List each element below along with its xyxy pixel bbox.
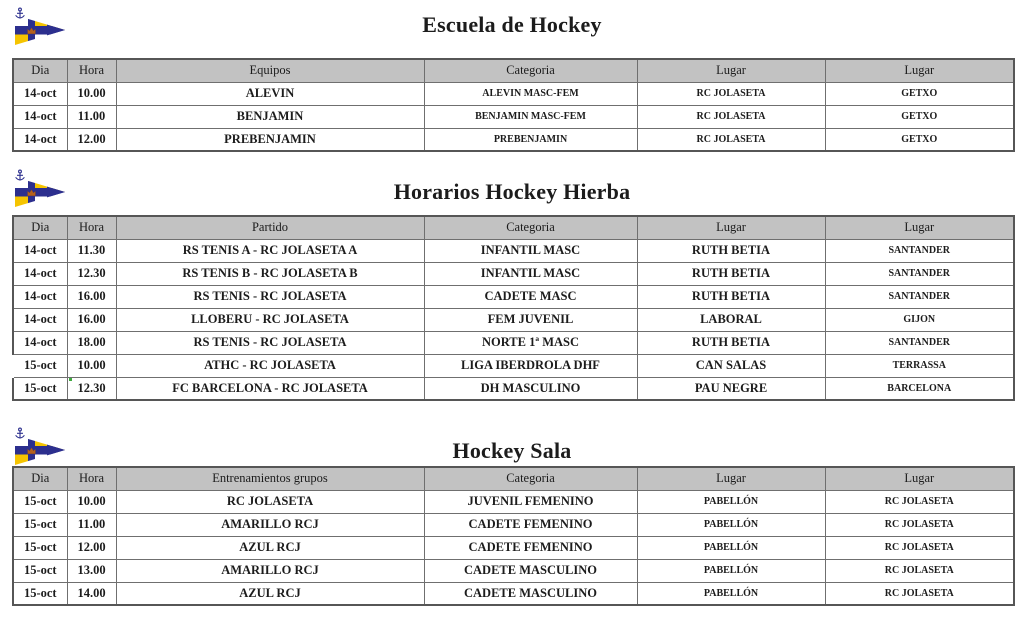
table-cell: LLOBERU - RC JOLASETA xyxy=(116,308,424,331)
column-header: Dia xyxy=(13,216,67,239)
table-cell: 14.00 xyxy=(67,582,116,605)
hockey-sala-table xyxy=(12,466,1015,606)
table-cell: PABELLÓN xyxy=(637,559,825,582)
table-cell: AZUL RCJ xyxy=(116,536,424,559)
table-row xyxy=(13,308,1014,331)
table-cell: CADETE FEMENINO xyxy=(424,513,637,536)
column-header: Lugar xyxy=(637,467,825,490)
table-cell: 15-oct xyxy=(13,513,67,536)
header-row xyxy=(13,467,1014,490)
column-header: Lugar xyxy=(825,467,1014,490)
table-cell: PREBENJAMIN xyxy=(116,128,424,151)
table-cell: 12.00 xyxy=(67,128,116,151)
table-cell: 14-oct xyxy=(13,239,67,262)
table-cell: LIGA IBERDROLA DHF xyxy=(424,354,637,377)
table-cell: AMARILLO RCJ xyxy=(116,559,424,582)
table-cell: 11.00 xyxy=(67,513,116,536)
column-header: Hora xyxy=(67,59,116,82)
table-cell: GETXO xyxy=(825,105,1014,128)
table-row xyxy=(13,377,1014,400)
table-row xyxy=(13,285,1014,308)
table-cell: AMARILLO RCJ xyxy=(116,513,424,536)
table-cell: FC BARCELONA - RC JOLASETA xyxy=(116,377,424,400)
table-row xyxy=(13,490,1014,513)
table-cell: SANTANDER xyxy=(825,262,1014,285)
table-cell: 13.00 xyxy=(67,559,116,582)
table-cell: RUTH BETIA xyxy=(637,239,825,262)
table-cell: 14-oct xyxy=(13,308,67,331)
column-header: Categoria xyxy=(424,59,637,82)
table-cell: BENJAMIN xyxy=(116,105,424,128)
table-cell: RS TENIS A - RC JOLASETA A xyxy=(116,239,424,262)
table-cell: RC JOLASETA xyxy=(825,559,1014,582)
column-header: Hora xyxy=(67,216,116,239)
header-row xyxy=(13,216,1014,239)
table-cell: 12.00 xyxy=(67,536,116,559)
table-cell: PREBENJAMIN xyxy=(424,128,637,151)
table-cell: TERRASSA xyxy=(825,354,1014,377)
table-cell: JUVENIL FEMENINO xyxy=(424,490,637,513)
section-title-escuela-de-hockey: Escuela de Hockey xyxy=(422,12,602,37)
table-cell: GETXO xyxy=(825,82,1014,105)
table-cell: GETXO xyxy=(825,128,1014,151)
table-cell: PABELLÓN xyxy=(637,490,825,513)
table-cell: ALEVIN xyxy=(116,82,424,105)
escuela-de-hockey-table xyxy=(12,58,1015,152)
column-header: Dia xyxy=(13,59,67,82)
table-cell: AZUL RCJ xyxy=(116,582,424,605)
table-cell: RS TENIS - RC JOLASETA xyxy=(116,285,424,308)
column-header: Dia xyxy=(13,467,67,490)
table-cell: 10.00 xyxy=(67,490,116,513)
section-title-hockey-sala: Hockey Sala xyxy=(452,438,572,463)
header-row xyxy=(13,59,1014,82)
table-cell: 15-oct xyxy=(13,490,67,513)
table-cell: BARCELONA xyxy=(825,377,1014,400)
table-cell: 14-oct xyxy=(13,128,67,151)
column-header: Lugar xyxy=(637,216,825,239)
table-cell: INFANTIL MASC xyxy=(424,239,637,262)
table-cell: RC JOLASETA xyxy=(637,128,825,151)
table-cell: 15-oct xyxy=(13,354,67,377)
table-cell: PABELLÓN xyxy=(637,536,825,559)
table-row xyxy=(13,536,1014,559)
table-cell: 14-oct xyxy=(13,105,67,128)
table-row xyxy=(13,513,1014,536)
table-cell: RC JOLASETA xyxy=(825,582,1014,605)
column-header: Partido xyxy=(116,216,424,239)
table-cell: SANTANDER xyxy=(825,239,1014,262)
table-cell: ALEVIN MASC-FEM xyxy=(424,82,637,105)
table-cell: 16.00 xyxy=(67,308,116,331)
table-cell: CAN SALAS xyxy=(637,354,825,377)
table-cell: PAU NEGRE xyxy=(637,377,825,400)
table-cell: SANTANDER xyxy=(825,285,1014,308)
table-cell: 14-oct xyxy=(13,82,67,105)
table-cell: BENJAMIN MASC-FEM xyxy=(424,105,637,128)
table-cell: PABELLÓN xyxy=(637,582,825,605)
table-cell: 15-oct xyxy=(13,377,67,400)
table-cell: CADETE MASCULINO xyxy=(424,582,637,605)
section-title-horarios-hockey-hierba: Horarios Hockey Hierba xyxy=(393,179,631,204)
table-cell: 16.00 xyxy=(67,285,116,308)
table-cell: 15-oct xyxy=(13,559,67,582)
table-cell: ATHC - RC JOLASETA xyxy=(116,354,424,377)
table-cell: RC JOLASETA xyxy=(825,513,1014,536)
table-cell: LABORAL xyxy=(637,308,825,331)
table-row xyxy=(13,354,1014,377)
table-cell: NORTE 1ª MASC xyxy=(424,331,637,354)
table-cell: RS TENIS - RC JOLASETA xyxy=(116,331,424,354)
table-cell: 11.30 xyxy=(67,239,116,262)
column-header: Lugar xyxy=(825,216,1014,239)
column-header: Categoria xyxy=(424,467,637,490)
table-row xyxy=(13,105,1014,128)
table-row xyxy=(13,82,1014,105)
table-cell: 14-oct xyxy=(13,262,67,285)
table-cell: FEM JUVENIL xyxy=(424,308,637,331)
table-row xyxy=(13,331,1014,354)
table-cell: 15-oct xyxy=(13,536,67,559)
table-cell: RC JOLASETA xyxy=(825,490,1014,513)
table-cell: DH MASCULINO xyxy=(424,377,637,400)
column-header: Equipos xyxy=(116,59,424,82)
column-header: Lugar xyxy=(637,59,825,82)
table-cell: CADETE FEMENINO xyxy=(424,536,637,559)
table-cell: GIJON xyxy=(825,308,1014,331)
table-cell: 11.00 xyxy=(67,105,116,128)
table-cell: RUTH BETIA xyxy=(637,285,825,308)
table-cell: RS TENIS B - RC JOLASETA B xyxy=(116,262,424,285)
column-header: Hora xyxy=(67,467,116,490)
table-row xyxy=(13,239,1014,262)
table-cell: 10.00 xyxy=(67,82,116,105)
column-header: Lugar xyxy=(825,59,1014,82)
horarios-hockey-hierba-table xyxy=(12,215,1015,401)
table-cell: 10.00 xyxy=(67,354,116,377)
table-cell: 14-oct xyxy=(13,331,67,354)
table-row xyxy=(13,582,1014,605)
table-row xyxy=(13,559,1014,582)
table-cell: 12.30 xyxy=(67,262,116,285)
table-row xyxy=(13,262,1014,285)
table-cell: RUTH BETIA xyxy=(637,331,825,354)
table-cell: 12.30 xyxy=(67,377,116,400)
table-cell: RC JOLASETA xyxy=(825,536,1014,559)
table-cell: 14-oct xyxy=(13,285,67,308)
table-row xyxy=(13,128,1014,151)
table-cell: RC JOLASETA xyxy=(116,490,424,513)
table-cell: 18.00 xyxy=(67,331,116,354)
table-cell: INFANTIL MASC xyxy=(424,262,637,285)
table-cell: PABELLÓN xyxy=(637,513,825,536)
table-cell: RC JOLASETA xyxy=(637,82,825,105)
table-cell: RC JOLASETA xyxy=(637,105,825,128)
table-cell: SANTANDER xyxy=(825,331,1014,354)
table-cell: CADETE MASC xyxy=(424,285,637,308)
table-cell: CADETE MASCULINO xyxy=(424,559,637,582)
table-cell: RUTH BETIA xyxy=(637,262,825,285)
column-header: Categoria xyxy=(424,216,637,239)
column-header: Entrenamientos grupos xyxy=(116,467,424,490)
table-cell: 15-oct xyxy=(13,582,67,605)
